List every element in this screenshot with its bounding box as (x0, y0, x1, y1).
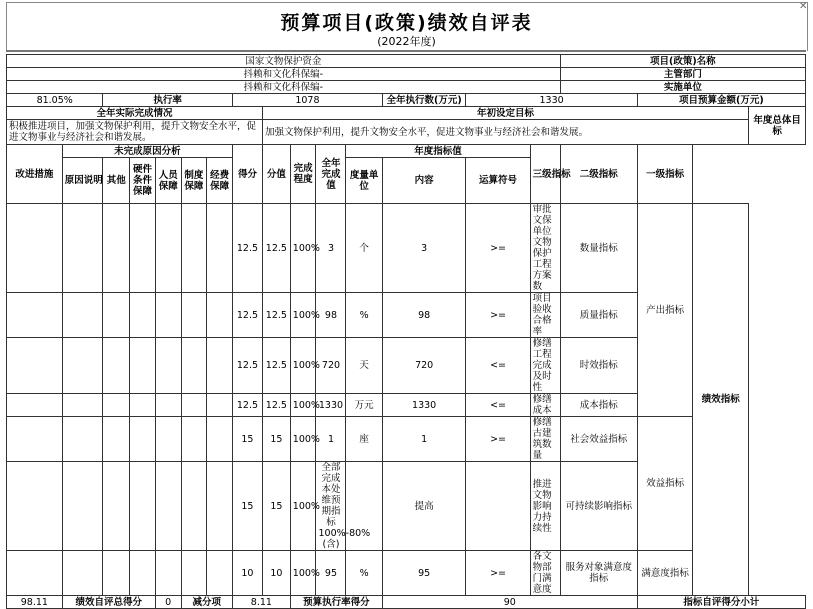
row-score: 12.5 (232, 394, 262, 417)
col-level3: 三级指标 (530, 145, 560, 204)
row-unit: 座 (346, 417, 382, 462)
row-actual: 全部完成本处维预期指标100%-80%(含) (316, 462, 346, 551)
row-done: 100% (290, 394, 316, 417)
row-unit: 个 (346, 204, 382, 293)
row-unit: 天 (346, 338, 382, 394)
row-l2: 服务对象满意度指标 (560, 551, 637, 596)
deduct-label: 减分项 (181, 596, 232, 609)
actual-value: 1078 (232, 94, 382, 107)
col-r2: 制度保障 (181, 158, 207, 204)
row-weight: 12.5 (262, 293, 290, 338)
row-l3: 修缮古建筑数量 (530, 417, 560, 462)
row-content: 98 (382, 293, 466, 338)
evaluation-table (6, 54, 806, 609)
actual-goal-label: 全年实际完成情况 (7, 107, 263, 120)
row-done: 100% (290, 204, 316, 293)
row-unit: % (346, 551, 382, 596)
row-weight: 12.5 (262, 204, 290, 293)
row-l3: 修缮工程完成及时性 (530, 338, 560, 394)
col-score: 得分 (232, 145, 262, 204)
col-op: 运算符号 (466, 158, 530, 204)
col-level1: 一级指标 (637, 145, 693, 204)
row-done: 100% (290, 462, 316, 551)
page-year: (2022年度) (377, 35, 436, 48)
row-score: 12.5 (232, 293, 262, 338)
row-actual: 720 (316, 338, 346, 394)
unit-value: 抖赖和文化科保编- (7, 81, 561, 94)
deduct-value: 0 (155, 596, 181, 609)
row-unit: % (346, 293, 382, 338)
row-l2: 质量指标 (560, 293, 637, 338)
row-actual: 3 (316, 204, 346, 293)
row-l2: 成本指标 (560, 394, 637, 417)
group-benefit: 效益指标 (637, 417, 693, 551)
planned-goal-text: 加强文物保护利用，提升文物安全水平，促进文物事业与经济社会和谐发展。 (262, 120, 748, 145)
row-weight: 10 (262, 551, 290, 596)
col-content: 内容 (382, 158, 466, 204)
col-r1: 经费保障 (207, 158, 233, 204)
row-l3: 审批文保单位文物保护工程方案数 (530, 204, 560, 293)
row-score: 12.5 (232, 204, 262, 293)
row-score: 15 (232, 417, 262, 462)
row-l2: 社会效益指标 (560, 417, 637, 462)
col-actual: 全年完成值 (316, 145, 346, 204)
dept-label: 主管部门 (560, 68, 805, 81)
row-unit: 万元 (346, 394, 382, 417)
group-satisfaction: 满意度指标 (637, 551, 693, 596)
row-l3: 项目验收合格率 (530, 293, 560, 338)
divider (6, 50, 806, 52)
project-name-value: 国家文物保护资金 (7, 55, 561, 68)
row-op: >= (466, 417, 530, 462)
row-op: >= (466, 204, 530, 293)
row-op (466, 462, 530, 551)
col-weight: 分值 (262, 145, 290, 204)
page-title: 预算项目(政策)绩效自评表 (280, 12, 533, 34)
col-annual: 年度指标值 (346, 145, 530, 158)
close-icon[interactable]: ✕ (799, 1, 808, 12)
col-r3: 人员保障 (155, 158, 181, 204)
row-op: >= (466, 293, 530, 338)
project-name-label: 项目(政策)名称 (560, 55, 805, 68)
col-unit: 度量单位 (346, 158, 382, 204)
row-actual: 95 (316, 551, 346, 596)
row-op: <= (466, 394, 530, 417)
goals-label: 年度总体目标 (749, 107, 806, 145)
row-content: 3 (382, 204, 466, 293)
row-actual: 1330 (316, 394, 346, 417)
col-done: 完成程度 (290, 145, 316, 204)
row-l3: 修缮成本 (530, 394, 560, 417)
row-done: 100% (290, 338, 316, 394)
row-content: 720 (382, 338, 466, 394)
actual-label: 全年执行数(万元) (382, 94, 466, 107)
row-op: <= (466, 338, 530, 394)
row-done: 100% (290, 417, 316, 462)
level1-label: 绩效指标 (693, 204, 749, 596)
row-score: 10 (232, 551, 262, 596)
row-content: 提高 (382, 462, 466, 551)
row-done: 100% (290, 551, 316, 596)
group-output: 产出指标 (637, 204, 693, 417)
row-weight: 12.5 (262, 338, 290, 394)
row-l2: 时效指标 (560, 338, 637, 394)
row-l3: 推进文物影响力持续性 (530, 462, 560, 551)
row-weight: 15 (262, 462, 290, 551)
col-r6: 原因说明 (62, 158, 103, 204)
row-content: 1 (382, 417, 466, 462)
row-actual: 98 (316, 293, 346, 338)
subtotal-label: 指标自评得分小计 (637, 596, 805, 609)
actual-goal-text: 积极推进项目，加强文物保护利用，提升文物安全水平，促进文物事业与经济社会和谐发展。 (7, 120, 263, 145)
row-score: 15 (232, 462, 262, 551)
row-content: 1330 (382, 394, 466, 417)
unit-label: 实施单位 (560, 81, 805, 94)
rate-value: 81.05% (7, 94, 103, 107)
row-score: 12.5 (232, 338, 262, 394)
row-op: >= (466, 551, 530, 596)
amount-value: 1330 (466, 94, 637, 107)
col-r5: 其他 (103, 158, 130, 204)
row-weight: 12.5 (262, 394, 290, 417)
row-content: 95 (382, 551, 466, 596)
total-label: 绩效自评总得分 (62, 596, 155, 609)
row-l2: 数量指标 (560, 204, 637, 293)
row-actual: 1 (316, 417, 346, 462)
total-value: 98.11 (7, 596, 63, 609)
exec-label: 预算执行率得分 (290, 596, 382, 609)
col-reasons: 未完成原因分析 (62, 145, 232, 158)
planned-goal-label: 年初设定目标 (262, 107, 748, 120)
col-level2: 二级指标 (560, 145, 637, 204)
rate-label: 执行率 (103, 94, 233, 107)
row-l3: 各文物部门满意度 (530, 551, 560, 596)
exec-value: 8.11 (232, 596, 290, 609)
row-done: 100% (290, 293, 316, 338)
amount-label: 项目预算金额(万元) (637, 94, 805, 107)
row-l2: 可持续影响指标 (560, 462, 637, 551)
col-measures: 改进措施 (7, 145, 63, 204)
col-r4: 硬件条件保障 (130, 158, 156, 204)
subtotal-value: 90 (382, 596, 637, 609)
row-weight: 15 (262, 417, 290, 462)
dept-value: 抖赖和文化科保编- (7, 68, 561, 81)
